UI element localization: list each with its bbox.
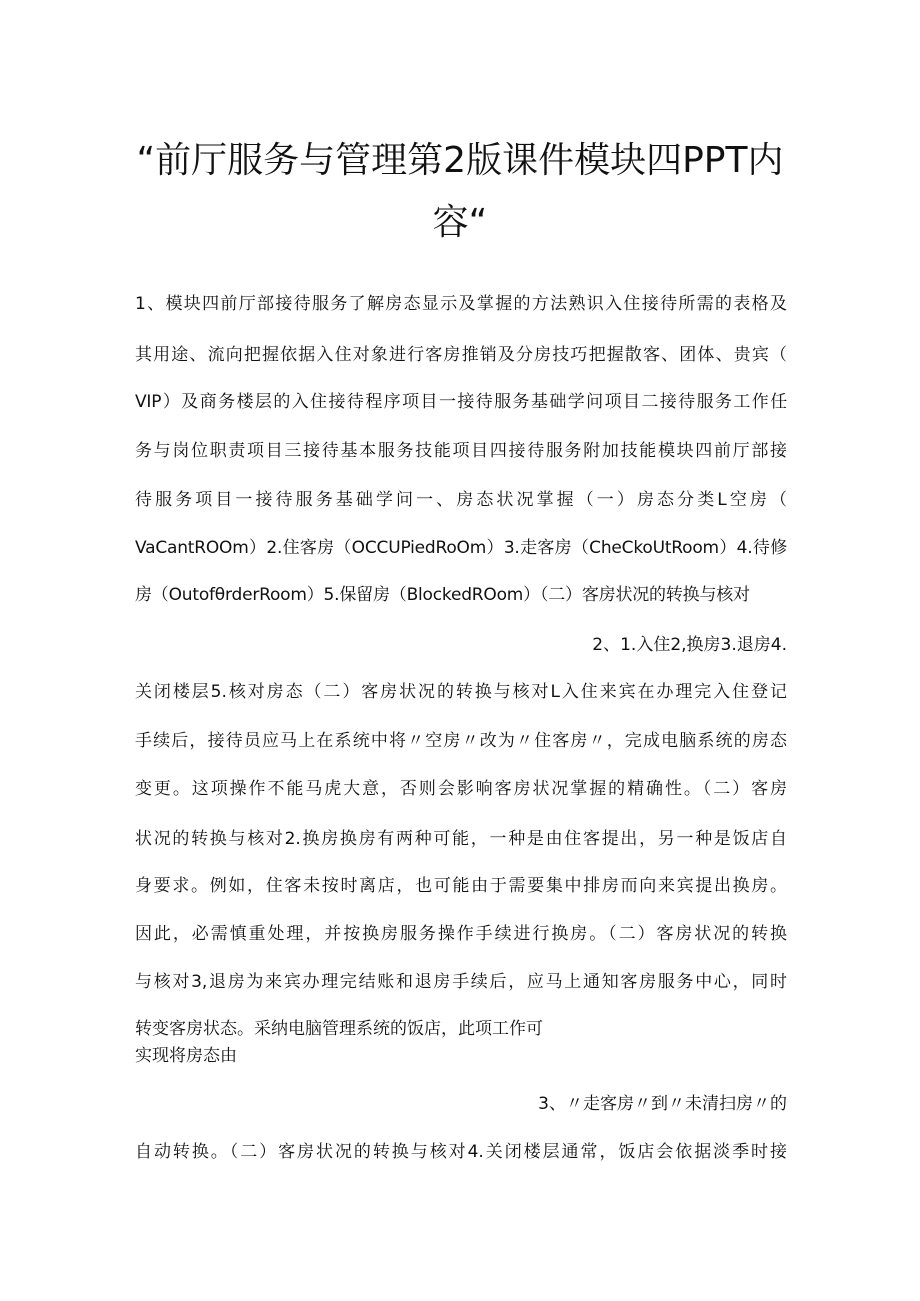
body-line-2: 其用途、流向把握依据入住对象进行客房推销及分房技巧把握散客、团体、贵宾（ <box>135 345 787 365</box>
body-line-14: 因此，必需慎重处理，并按换房服务操作手续进行换房。（二）客房状况的转换 <box>135 924 787 944</box>
body-line-16: 转变客房状态。采纳电脑管理系统的饭店，此项工作可 <box>135 1019 543 1039</box>
body-line-8: 2、1.入住2,换房3.退房4. <box>592 635 787 655</box>
body-line-5: 待服务项目一接待服务基础学问一、房态状况掌握（一）房态分类L空房（ <box>135 490 787 510</box>
body-line-10: 手续后，接待员应马上在系统中将〃空房〃改为〃住客房〃，完成电脑系统的房态 <box>135 731 787 751</box>
body-line-1: 1、模块四前厅部接待服务了解房态显示及掌握的方法熟识入住接待所需的表格及 <box>135 294 787 314</box>
body-line-9: 关闭楼层5.核对房态（二）客房状况的转换与核对L入住来宾在办理完入住登记 <box>135 682 787 702</box>
body-line-4: 务与岗位职责项目三接待基本服务技能项目四接待服务附加技能模块四前厅部接 <box>135 441 787 461</box>
body-line-18: 3、〃走客房〃到〃未清扫房〃的 <box>538 1094 787 1114</box>
body-line-15: 与核对3,退房为来宾办理完结账和退房手续后，应马上通知客房服务中心，同时 <box>135 972 787 992</box>
body-line-17: 实现将房态由 <box>135 1046 237 1066</box>
body-line-6: VaCantROOm）2.住客房（OCCUPiedRoOm）3.走客房（CheCkoUtRoom）4.待修 <box>135 538 787 558</box>
body-line-19: 自动转换。（二）客房状况的转换与核对4.关闭楼层通常，饭店会依据淡季时接 <box>135 1142 787 1162</box>
document-title-line-1: “前厅服务与管理第2版课件模块四PPT内 <box>136 140 784 181</box>
body-line-13: 身要求。例如，住客未按时离店，也可能由于需要集中排房而向来宾提出换房。 <box>135 876 787 896</box>
body-line-3: VIP）及商务楼层的入住接待程序项目一接待服务基础学问项目二接待服务工作任 <box>135 392 787 412</box>
body-line-7: 房（OutofθrderRoom）5.保留房（BlockedROom）（二）客房状况的转换与核对 <box>135 585 750 605</box>
body-line-12: 状况的转换与核对2.换房换房有两种可能，一种是由住客提出，另一种是饭店自 <box>135 829 787 849</box>
body-line-11: 变更。这项操作不能马虎大意，否则会影响客房状况掌握的精确性。（二）客房 <box>135 779 787 799</box>
document-title-line-2: 容“ <box>432 202 488 243</box>
